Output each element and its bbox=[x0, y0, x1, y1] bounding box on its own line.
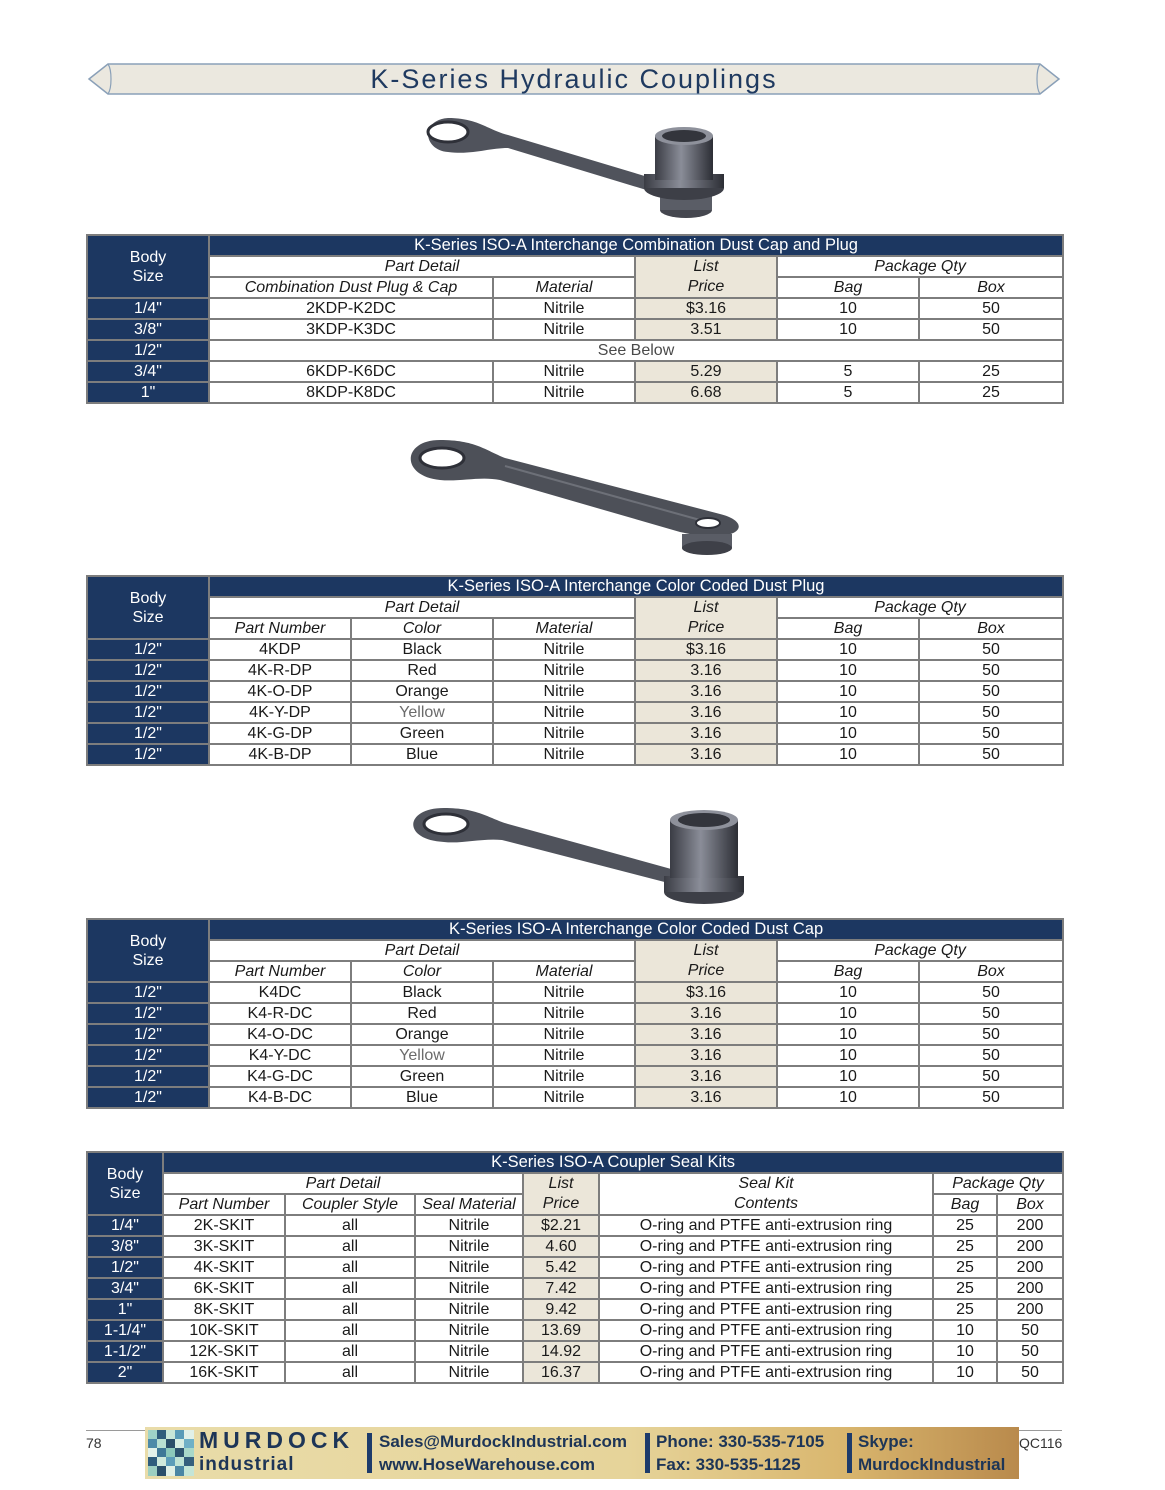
bag-cell: 10 bbox=[777, 982, 919, 1003]
size-cell: 1/4" bbox=[87, 298, 209, 319]
color-cell: Green bbox=[351, 1066, 493, 1087]
bag-cell: 25 bbox=[933, 1215, 997, 1236]
brand-subtitle: industrial bbox=[199, 1454, 295, 1475]
bag-cell: 10 bbox=[777, 1087, 919, 1108]
dust-plug-image bbox=[400, 436, 750, 562]
part-number-column-header: Part Number bbox=[209, 618, 351, 639]
table-row bbox=[87, 1215, 1063, 1236]
coupler-style-cell: all bbox=[285, 1215, 415, 1236]
bag-cell: 25 bbox=[933, 1257, 997, 1278]
color-coded-dust-cap-table bbox=[86, 918, 1064, 1109]
size-cell: 1/2" bbox=[87, 1257, 163, 1278]
size-cell: 1/2" bbox=[87, 1087, 209, 1108]
part-number-cell: 4KDP bbox=[209, 639, 351, 660]
box-cell: 50 bbox=[997, 1320, 1063, 1341]
list-price-header: List Price bbox=[635, 256, 777, 298]
size-cell: 1/4" bbox=[87, 1215, 163, 1236]
seal-material-cell: Nitrile bbox=[415, 1362, 523, 1383]
box-column-header: Box bbox=[919, 618, 1063, 639]
table-row bbox=[87, 319, 1063, 340]
bag-cell: 10 bbox=[933, 1362, 997, 1383]
material-cell: Nitrile bbox=[493, 1087, 635, 1108]
table-row bbox=[87, 1299, 1063, 1320]
color-cell: Yellow bbox=[351, 702, 493, 723]
box-cell: 50 bbox=[919, 723, 1063, 744]
box-cell: 50 bbox=[919, 702, 1063, 723]
material-cell: Nitrile bbox=[493, 1045, 635, 1066]
table-row bbox=[87, 744, 1063, 765]
box-cell: 50 bbox=[919, 319, 1063, 340]
price-cell: 3.16 bbox=[635, 681, 777, 702]
package-qty-header: Package Qty bbox=[777, 597, 1063, 618]
material-cell: Nitrile bbox=[493, 1003, 635, 1024]
size-cell: 3/8" bbox=[87, 319, 209, 340]
coupler-style-cell: all bbox=[285, 1362, 415, 1383]
contents-cell: O-ring and PTFE anti-extrusion ring bbox=[599, 1236, 933, 1257]
size-cell: 3/8" bbox=[87, 1236, 163, 1257]
skype-label: Skype: bbox=[858, 1432, 914, 1451]
part-number-cell: K4-G-DC bbox=[209, 1066, 351, 1087]
size-cell: 1/2" bbox=[87, 1003, 209, 1024]
price-cell: 5.29 bbox=[635, 361, 777, 382]
table-row bbox=[87, 681, 1063, 702]
list-price-header: List Price bbox=[635, 597, 777, 639]
price-cell: 3.16 bbox=[635, 1045, 777, 1066]
part-number-cell: 4K-O-DP bbox=[209, 681, 351, 702]
color-cell: Red bbox=[351, 1003, 493, 1024]
part-number-cell: K4-R-DC bbox=[209, 1003, 351, 1024]
part-number-cell: 2KDP-K2DC bbox=[209, 298, 493, 319]
box-cell: 50 bbox=[919, 1066, 1063, 1087]
seal-material-cell: Nitrile bbox=[415, 1236, 523, 1257]
part-detail-header: Part Detail bbox=[163, 1173, 523, 1194]
body-size-header: Body Size bbox=[87, 1152, 163, 1215]
size-cell: 1/2" bbox=[87, 982, 209, 1003]
price-cell: 3.51 bbox=[635, 319, 777, 340]
color-cell: Blue bbox=[351, 744, 493, 765]
size-cell: 1/2" bbox=[87, 681, 209, 702]
size-cell: 1-1/2" bbox=[87, 1341, 163, 1362]
price-cell: 3.16 bbox=[635, 1087, 777, 1108]
bag-cell: 10 bbox=[777, 1003, 919, 1024]
material-cell: Nitrile bbox=[493, 982, 635, 1003]
bag-cell: 10 bbox=[777, 1024, 919, 1045]
bag-cell: 5 bbox=[777, 382, 919, 403]
box-cell: 50 bbox=[919, 639, 1063, 660]
price-cell: 3.16 bbox=[635, 660, 777, 681]
part-number-cell: 4K-R-DP bbox=[209, 660, 351, 681]
bag-column-header: Bag bbox=[777, 277, 919, 298]
price-cell: 7.42 bbox=[523, 1278, 599, 1299]
body-size-header: Body Size bbox=[87, 576, 209, 639]
bag-cell: 10 bbox=[777, 1045, 919, 1066]
price-cell: $3.16 bbox=[635, 982, 777, 1003]
coupler-style-cell: all bbox=[285, 1278, 415, 1299]
part-number-column-header: Part Number bbox=[209, 961, 351, 982]
table-row bbox=[87, 1003, 1063, 1024]
bag-cell: 10 bbox=[777, 723, 919, 744]
table-title: K-Series ISO-A Interchange Color Coded Dust Cap bbox=[209, 919, 1063, 940]
color-cell: Orange bbox=[351, 1024, 493, 1045]
size-cell: 1/2" bbox=[87, 1066, 209, 1087]
table-row bbox=[87, 1236, 1063, 1257]
part-number-cell: 6K-SKIT bbox=[163, 1278, 285, 1299]
part-detail-header: Part Detail bbox=[209, 256, 635, 277]
fax-number: Fax: 330-535-1125 bbox=[656, 1455, 801, 1474]
part-number-cell: K4DC bbox=[209, 982, 351, 1003]
bag-cell: 10 bbox=[777, 639, 919, 660]
contents-cell: O-ring and PTFE anti-extrusion ring bbox=[599, 1257, 933, 1278]
catalog-code: QC116 bbox=[1019, 1435, 1063, 1451]
skype-id: MurdockIndustrial bbox=[858, 1455, 1006, 1474]
price-cell: 3.16 bbox=[635, 723, 777, 744]
part-detail-header: Part Detail bbox=[209, 940, 635, 961]
table-row bbox=[87, 1087, 1063, 1108]
bag-cell: 10 bbox=[777, 660, 919, 681]
price-cell: 6.68 bbox=[635, 382, 777, 403]
size-cell: 1/2" bbox=[87, 723, 209, 744]
box-cell: 25 bbox=[919, 382, 1063, 403]
seal-kit-contents-header: Seal Kit Contents bbox=[599, 1173, 933, 1215]
price-cell: 3.16 bbox=[635, 1003, 777, 1024]
table-row bbox=[87, 382, 1063, 403]
color-coded-dust-plug-table bbox=[86, 575, 1064, 766]
table-title: K-Series ISO-A Interchange Combination Dust Cap and Plug bbox=[209, 235, 1063, 256]
color-cell: Red bbox=[351, 660, 493, 681]
color-cell: Orange bbox=[351, 681, 493, 702]
part-number-column-header: Part Number bbox=[163, 1194, 285, 1215]
contents-cell: O-ring and PTFE anti-extrusion ring bbox=[599, 1341, 933, 1362]
part-number-cell: 4K-SKIT bbox=[163, 1257, 285, 1278]
bag-column-header: Bag bbox=[777, 961, 919, 982]
bag-cell: 25 bbox=[933, 1299, 997, 1320]
material-cell: Nitrile bbox=[493, 1066, 635, 1087]
box-cell: 50 bbox=[919, 982, 1063, 1003]
size-cell: 1" bbox=[87, 382, 209, 403]
list-price-header: List Price bbox=[635, 940, 777, 982]
color-cell: Green bbox=[351, 723, 493, 744]
seal-material-cell: Nitrile bbox=[415, 1341, 523, 1362]
see-below-note: See Below bbox=[209, 340, 1063, 361]
size-cell: 1/2" bbox=[87, 702, 209, 723]
price-cell: 9.42 bbox=[523, 1299, 599, 1320]
box-cell: 50 bbox=[919, 660, 1063, 681]
combination-cap-plug-image bbox=[418, 110, 730, 218]
table-row bbox=[87, 723, 1063, 744]
website-link[interactable]: www.HoseWarehouse.com bbox=[379, 1455, 596, 1474]
contents-cell: O-ring and PTFE anti-extrusion ring bbox=[599, 1215, 933, 1236]
separator bbox=[847, 1433, 852, 1473]
part-number-cell: 16K-SKIT bbox=[163, 1362, 285, 1383]
box-column-header: Box bbox=[919, 277, 1063, 298]
size-cell: 1/2" bbox=[87, 744, 209, 765]
contents-cell: O-ring and PTFE anti-extrusion ring bbox=[599, 1320, 933, 1341]
list-price-header: List Price bbox=[523, 1173, 599, 1215]
material-cell: Nitrile bbox=[493, 744, 635, 765]
box-column-header: Box bbox=[919, 961, 1063, 982]
size-cell: 1/2" bbox=[87, 340, 209, 361]
body-size-header: Body Size bbox=[87, 919, 209, 982]
color-cell: Yellow bbox=[351, 1045, 493, 1066]
bag-cell: 10 bbox=[777, 1066, 919, 1087]
contents-cell: O-ring and PTFE anti-extrusion ring bbox=[599, 1362, 933, 1383]
table-row bbox=[87, 982, 1063, 1003]
material-cell: Nitrile bbox=[493, 723, 635, 744]
table-row bbox=[87, 1024, 1063, 1045]
table-row bbox=[87, 639, 1063, 660]
box-cell: 50 bbox=[919, 298, 1063, 319]
color-cell: Black bbox=[351, 639, 493, 660]
table-row bbox=[87, 1257, 1063, 1278]
contents-cell: O-ring and PTFE anti-extrusion ring bbox=[599, 1299, 933, 1320]
seal-material-cell: Nitrile bbox=[415, 1215, 523, 1236]
box-cell: 50 bbox=[997, 1362, 1063, 1383]
part-detail-header: Part Detail bbox=[209, 597, 635, 618]
part-number-cell: 8KDP-K8DC bbox=[209, 382, 493, 403]
color-cell: Blue bbox=[351, 1087, 493, 1108]
box-cell: 50 bbox=[919, 1003, 1063, 1024]
table-row bbox=[87, 340, 1063, 361]
box-cell: 50 bbox=[919, 681, 1063, 702]
price-cell: $3.16 bbox=[635, 639, 777, 660]
price-cell: 5.42 bbox=[523, 1257, 599, 1278]
bag-cell: 10 bbox=[777, 744, 919, 765]
bag-cell: 5 bbox=[777, 361, 919, 382]
part-column-header: Combination Dust Plug & Cap bbox=[209, 277, 493, 298]
material-cell: Nitrile bbox=[493, 298, 635, 319]
box-cell: 25 bbox=[919, 361, 1063, 382]
table-row bbox=[87, 1278, 1063, 1299]
table-row bbox=[87, 1341, 1063, 1362]
combination-dust-cap-plug-table bbox=[86, 234, 1064, 404]
seal-material-column-header: Seal Material bbox=[415, 1194, 523, 1215]
price-cell: 14.92 bbox=[523, 1341, 599, 1362]
coupler-seal-kits-table bbox=[86, 1151, 1064, 1384]
contents-cell: O-ring and PTFE anti-extrusion ring bbox=[599, 1278, 933, 1299]
part-number-cell: 12K-SKIT bbox=[163, 1341, 285, 1362]
coupler-style-cell: all bbox=[285, 1341, 415, 1362]
price-cell: $3.16 bbox=[635, 298, 777, 319]
price-cell: 3.16 bbox=[635, 1024, 777, 1045]
color-cell: Black bbox=[351, 982, 493, 1003]
material-cell: Nitrile bbox=[493, 1024, 635, 1045]
bag-cell: 10 bbox=[777, 319, 919, 340]
material-cell: Nitrile bbox=[493, 660, 635, 681]
box-cell: 200 bbox=[997, 1257, 1063, 1278]
bag-cell: 25 bbox=[933, 1278, 997, 1299]
material-cell: Nitrile bbox=[493, 639, 635, 660]
size-cell: 3/4" bbox=[87, 1278, 163, 1299]
coupler-style-cell: all bbox=[285, 1299, 415, 1320]
price-cell: 13.69 bbox=[523, 1320, 599, 1341]
part-number-cell: 6KDP-K6DC bbox=[209, 361, 493, 382]
material-cell: Nitrile bbox=[493, 361, 635, 382]
box-cell: 50 bbox=[997, 1341, 1063, 1362]
color-column-header: Color bbox=[351, 618, 493, 639]
size-cell: 1" bbox=[87, 1299, 163, 1320]
part-number-cell: 3K-SKIT bbox=[163, 1236, 285, 1257]
table-row bbox=[87, 298, 1063, 319]
size-cell: 1-1/4" bbox=[87, 1320, 163, 1341]
part-number-cell: 4K-B-DP bbox=[209, 744, 351, 765]
seal-material-cell: Nitrile bbox=[415, 1320, 523, 1341]
page-title: K-Series Hydraulic Couplings bbox=[370, 64, 778, 94]
table-row bbox=[87, 361, 1063, 382]
box-cell: 200 bbox=[997, 1236, 1063, 1257]
coupler-style-column-header: Coupler Style bbox=[285, 1194, 415, 1215]
box-cell: 50 bbox=[919, 1024, 1063, 1045]
separator bbox=[645, 1433, 650, 1473]
table-title: K-Series ISO-A Coupler Seal Kits bbox=[163, 1152, 1063, 1173]
part-number-cell: K4-Y-DC bbox=[209, 1045, 351, 1066]
material-cell: Nitrile bbox=[493, 382, 635, 403]
size-cell: 1/2" bbox=[87, 1045, 209, 1066]
part-number-cell: 2K-SKIT bbox=[163, 1215, 285, 1236]
price-cell: $2.21 bbox=[523, 1215, 599, 1236]
bag-cell: 10 bbox=[777, 681, 919, 702]
box-cell: 200 bbox=[997, 1215, 1063, 1236]
table-title: K-Series ISO-A Interchange Color Coded Dust Plug bbox=[209, 576, 1063, 597]
bag-column-header: Bag bbox=[777, 618, 919, 639]
box-column-header: Box bbox=[997, 1194, 1063, 1215]
part-number-cell: 3KDP-K3DC bbox=[209, 319, 493, 340]
part-number-cell: 4K-Y-DP bbox=[209, 702, 351, 723]
part-number-cell: K4-O-DC bbox=[209, 1024, 351, 1045]
box-cell: 200 bbox=[997, 1278, 1063, 1299]
part-number-cell: K4-B-DC bbox=[209, 1087, 351, 1108]
bag-column-header: Bag bbox=[933, 1194, 997, 1215]
table-row bbox=[87, 1066, 1063, 1087]
part-number-cell: 8K-SKIT bbox=[163, 1299, 285, 1320]
dust-cap-image bbox=[402, 804, 748, 908]
seal-material-cell: Nitrile bbox=[415, 1257, 523, 1278]
brand-name: MURDOCK bbox=[199, 1427, 355, 1453]
material-cell: Nitrile bbox=[493, 702, 635, 723]
price-cell: 3.16 bbox=[635, 702, 777, 723]
material-cell: Nitrile bbox=[493, 319, 635, 340]
material-column-header: Material bbox=[493, 618, 635, 639]
logo-mosaic-icon bbox=[148, 1430, 194, 1476]
bag-cell: 10 bbox=[933, 1341, 997, 1362]
color-column-header: Color bbox=[351, 961, 493, 982]
package-qty-header: Package Qty bbox=[933, 1173, 1063, 1194]
title-banner bbox=[86, 60, 1062, 98]
part-number-cell: 10K-SKIT bbox=[163, 1320, 285, 1341]
table-row bbox=[87, 1045, 1063, 1066]
bag-cell: 25 bbox=[933, 1236, 997, 1257]
email-link[interactable]: Sales@MurdockIndustrial.com bbox=[379, 1432, 628, 1451]
price-cell: 3.16 bbox=[635, 1066, 777, 1087]
package-qty-header: Package Qty bbox=[777, 940, 1063, 961]
coupler-style-cell: all bbox=[285, 1236, 415, 1257]
size-cell: 1/2" bbox=[87, 1024, 209, 1045]
table-row bbox=[87, 660, 1063, 681]
box-cell: 50 bbox=[919, 1087, 1063, 1108]
size-cell: 3/4" bbox=[87, 361, 209, 382]
coupler-style-cell: all bbox=[285, 1257, 415, 1278]
material-column-header: Material bbox=[493, 961, 635, 982]
table-row bbox=[87, 1320, 1063, 1341]
coupler-style-cell: all bbox=[285, 1320, 415, 1341]
price-cell: 3.16 bbox=[635, 744, 777, 765]
box-cell: 200 bbox=[997, 1299, 1063, 1320]
bag-cell: 10 bbox=[777, 298, 919, 319]
bag-cell: 10 bbox=[777, 702, 919, 723]
phone-number: Phone: 330-535-7105 bbox=[656, 1432, 825, 1451]
box-cell: 50 bbox=[919, 744, 1063, 765]
part-number-cell: 4K-G-DP bbox=[209, 723, 351, 744]
size-cell: 2" bbox=[87, 1362, 163, 1383]
package-qty-header: Package Qty bbox=[777, 256, 1063, 277]
seal-material-cell: Nitrile bbox=[415, 1299, 523, 1320]
body-size-header: Body Size bbox=[87, 235, 209, 298]
table-row bbox=[87, 702, 1063, 723]
separator bbox=[367, 1433, 372, 1473]
bag-cell: 10 bbox=[933, 1320, 997, 1341]
price-cell: 4.60 bbox=[523, 1236, 599, 1257]
table-row bbox=[87, 1362, 1063, 1383]
size-cell: 1/2" bbox=[87, 660, 209, 681]
page-number: 78 bbox=[86, 1435, 102, 1451]
seal-material-cell: Nitrile bbox=[415, 1278, 523, 1299]
box-cell: 50 bbox=[919, 1045, 1063, 1066]
size-cell: 1/2" bbox=[87, 639, 209, 660]
material-column-header: Material bbox=[493, 277, 635, 298]
material-cell: Nitrile bbox=[493, 681, 635, 702]
price-cell: 16.37 bbox=[523, 1362, 599, 1383]
murdock-contact-banner bbox=[145, 1427, 1019, 1479]
